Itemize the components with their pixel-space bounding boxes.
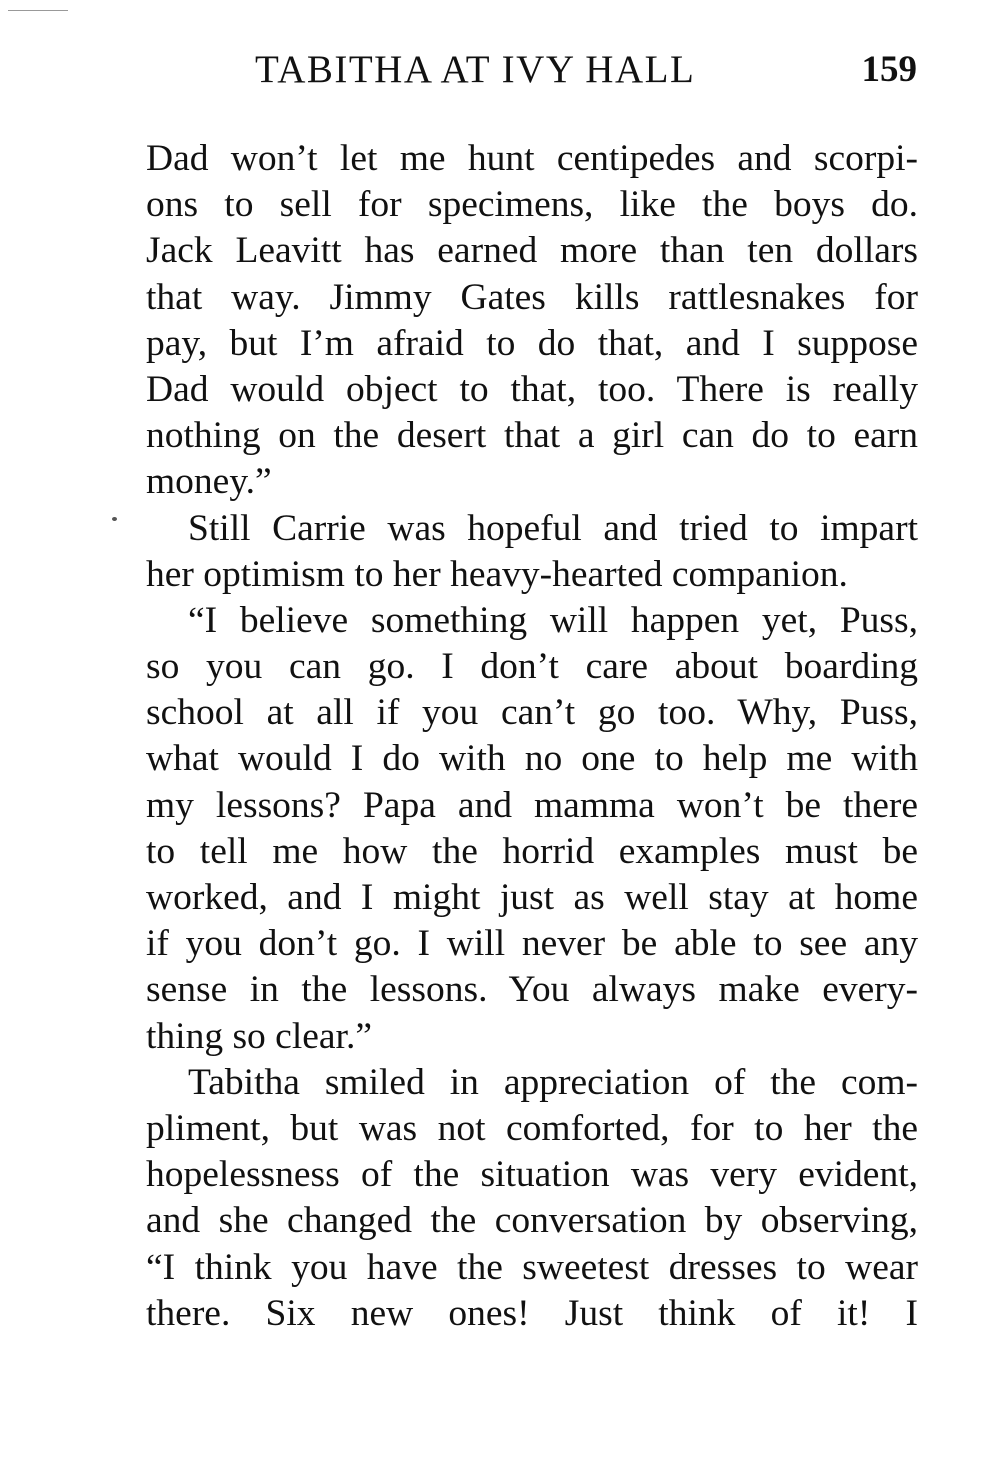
- text-line: if you don’t go. I will never be able to see any: [146, 923, 918, 965]
- text-line: my lessons? Papa and mamma won’t be there: [146, 784, 918, 826]
- text-line: and she changed the conversation by observing,: [146, 1200, 918, 1242]
- text-line: nothing on the desert that a girl can do to earn: [146, 415, 918, 457]
- text-line: pliment, but was not comforted, for to her the: [146, 1107, 918, 1149]
- running-head: [255, 40, 917, 100]
- text-line: there. Six new ones! Just think of it! I: [146, 1292, 918, 1334]
- scan-speck: [8, 10, 68, 11]
- text-line: hopelessness of the situation was very evident,: [146, 1154, 918, 1196]
- text-line: money.”: [146, 461, 272, 503]
- text-line: pay, but I’m afraid to do that, and I suppose: [146, 322, 918, 364]
- text-line: Tabitha smiled in appreciation of the com-: [188, 1061, 918, 1103]
- text-line: school at all if you can’t go too. Why, Puss,: [146, 692, 918, 734]
- text-line: ons to sell for specimens, like the boys do.: [146, 184, 918, 226]
- scan-speck: [112, 517, 117, 521]
- text-line: thing so clear.”: [146, 1015, 372, 1057]
- text-line: that way. Jimmy Gates kills rattlesnakes for: [146, 276, 918, 318]
- running-title: TABITHA AT IVY HALL: [255, 48, 696, 91]
- text-line: Jack Leavitt has earned more than ten dollars: [146, 230, 918, 272]
- text-line: “I think you have the sweetest dresses to wear: [146, 1246, 918, 1288]
- text-line: to tell me how the horrid examples must be: [146, 830, 918, 872]
- text-line: her optimism to her heavy-hearted companion.: [146, 553, 848, 595]
- text-line: Dad would object to that, too. There is really: [146, 368, 918, 410]
- text-line: “I believe something will happen yet, Puss,: [188, 599, 918, 641]
- body-text: [146, 136, 918, 1337]
- text-line: Dad won’t let me hunt centipedes and scorpi-: [146, 138, 918, 179]
- text-line: worked, and I might just as well stay at home: [146, 877, 918, 918]
- text-line: what would I do with no one to help me with: [146, 738, 918, 780]
- text-line: so you can go. I don’t care about boarding: [146, 646, 918, 688]
- text-line: sense in the lessons. You always make every-: [146, 969, 918, 1011]
- page-number: 159: [861, 49, 917, 90]
- text-line: Still Carrie was hopeful and tried to impart: [188, 507, 918, 549]
